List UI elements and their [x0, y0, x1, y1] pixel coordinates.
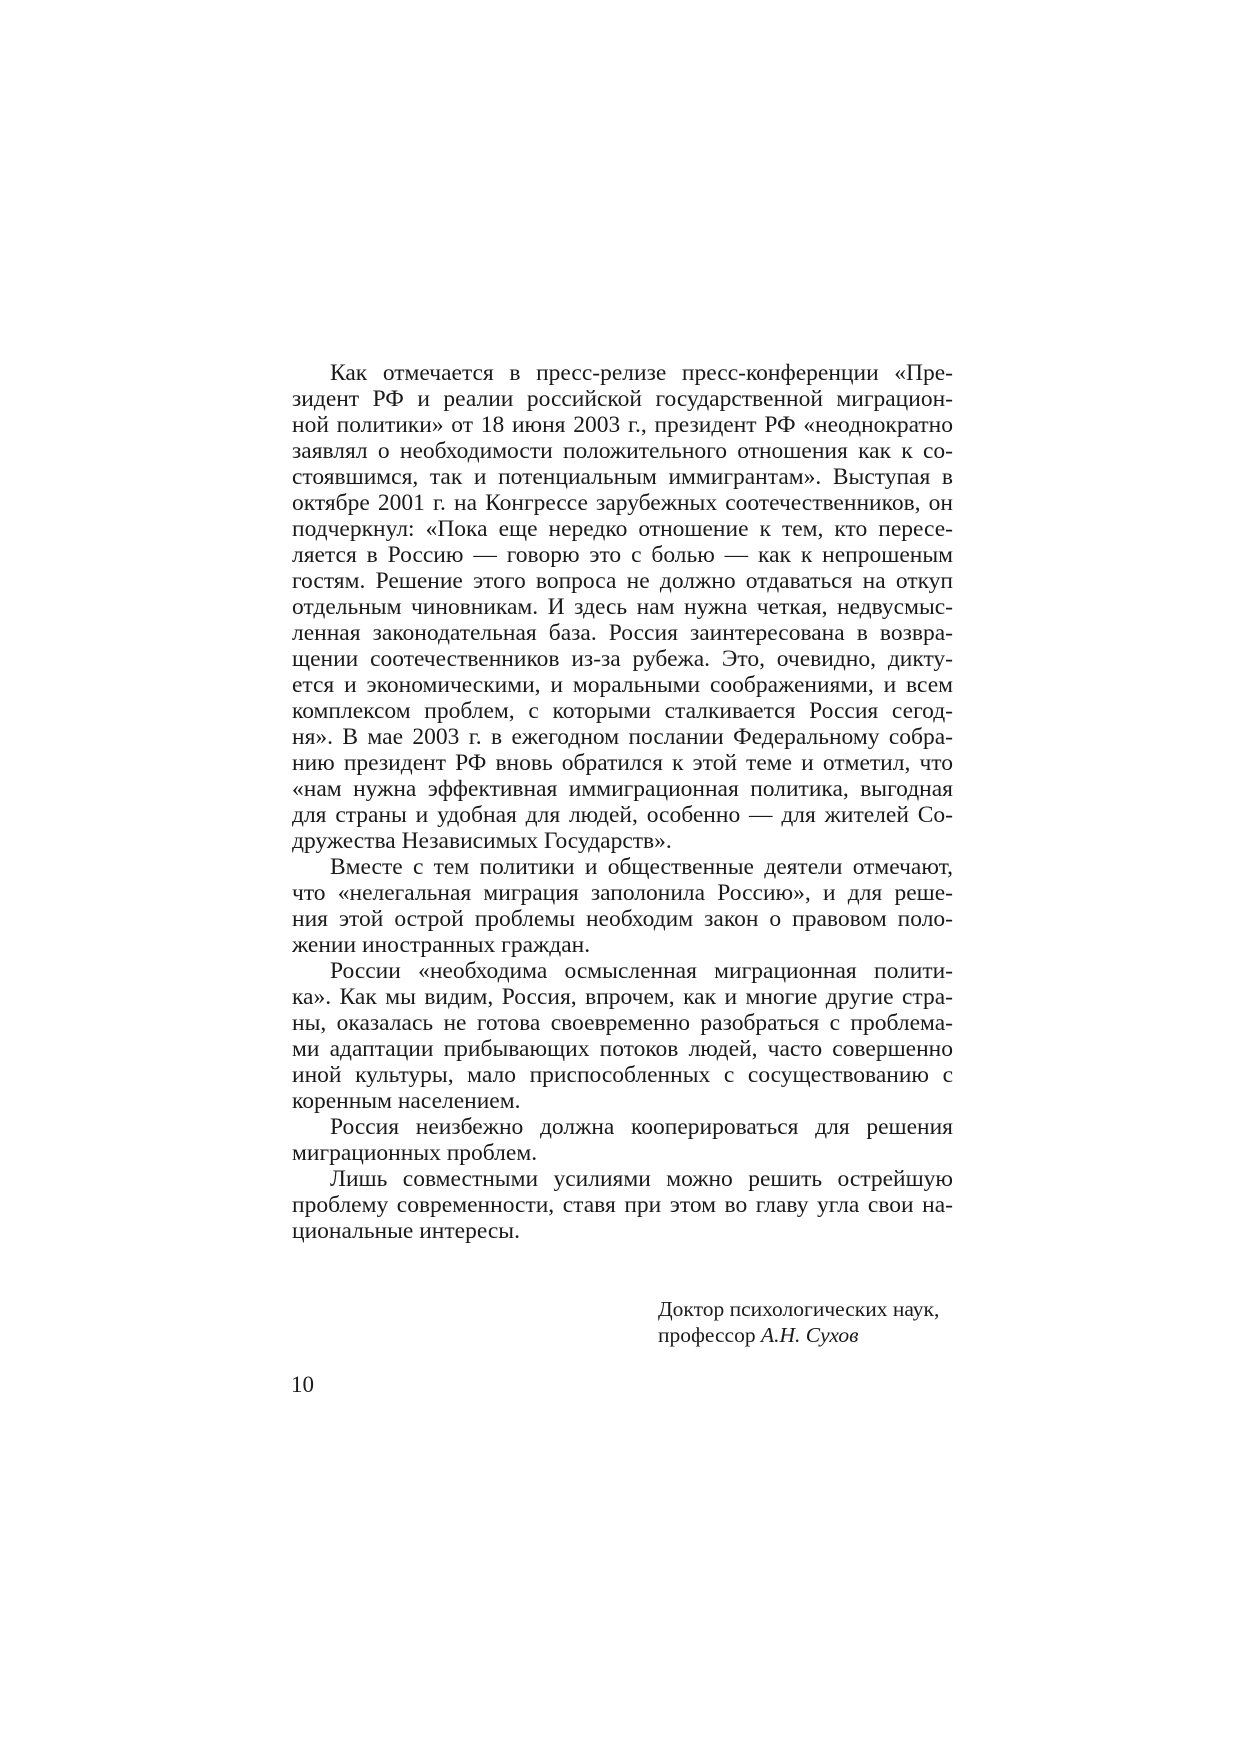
paragraph: [292, 1114, 953, 1166]
text-line: Россия неизбежно должна кооперироваться для решения: [330, 1114, 953, 1140]
paragraph: [292, 958, 953, 1114]
signature-name-line: [658, 1322, 939, 1348]
text-line: ленная законодательная база. Россия заинтересована в возвра-: [292, 620, 953, 646]
body-text: [292, 360, 953, 1244]
text-line: ка». Как мы видим, Россия, впрочем, как и многие другие стра-: [292, 984, 953, 1010]
text-line: Как отмечается в пресс-релизе пресс-конференции «Пре-: [330, 360, 953, 386]
paragraph: [292, 854, 953, 958]
signature-title: Доктор психологических наук,: [658, 1297, 940, 1321]
signature-prefix: профессор: [658, 1323, 761, 1347]
text-line: щении соотечественников из-за рубежа. Это, очевидно, дикту-: [292, 646, 953, 672]
text-line: что «нелегальная миграция заполонила Россию», и для реше-: [292, 880, 953, 906]
text-line: октябре 2001 г. на Конгрессе зарубежных соотечественников, он: [292, 490, 953, 516]
text-line: нию президент РФ вновь обратился к этой теме и отметил, что: [292, 750, 953, 776]
text-line: ния этой острой проблемы необходим закон о правовом поло-: [292, 906, 953, 932]
text-line: дружества Независимых Государств».: [292, 828, 672, 854]
text-line: миграционных проблем.: [292, 1140, 538, 1166]
text-line: зидент РФ и реалии российской государственной миграцион-: [292, 386, 953, 412]
signature-author: А.Н. Сухов: [760, 1323, 859, 1347]
text-line: ется и экономическими, и моральными соображениями, и всем: [292, 672, 953, 698]
text-line: ны, оказалась не готова своевременно разобраться с проблема-: [292, 1010, 953, 1036]
text-line: иной культуры, мало приспособленных с сосуществованию с: [292, 1062, 953, 1088]
text-line: стоявшимся, так и потенциальным иммигрантам». Выступая в: [292, 464, 953, 490]
text-line: Лишь совместными усилиями можно решить острейшую: [330, 1166, 953, 1192]
text-line: заявлял о необходимости положительного отношения как к со-: [292, 438, 953, 464]
text-line: ной политики» от 18 июня 2003 г., президент РФ «неоднократно: [292, 412, 953, 438]
text-line: ми адаптации прибывающих потоков людей, часто совершенно: [292, 1036, 953, 1062]
text-line: комплексом проблем, с которыми сталкивается Россия сегод-: [292, 698, 953, 724]
text-line: ня». В мае 2003 г. в ежегодном послании Федеральному собра-: [292, 724, 953, 750]
text-line: коренным населением.: [292, 1088, 521, 1114]
text-line: гостям. Решение этого вопроса не должно отдаваться на откуп: [292, 568, 953, 594]
paragraph: [292, 360, 953, 854]
text-line: отдельным чиновникам. И здесь нам нужна четкая, недвусмыс-: [292, 594, 953, 620]
text-line: «нам нужна эффективная иммиграционная политика, выгодная: [292, 776, 953, 802]
text-line: ляется в Россию — говорю это с болью — как к непрошеным: [292, 542, 953, 568]
text-line: России «необходима осмысленная миграционная полити-: [330, 958, 953, 984]
text-line: подчеркнул: «Пока еще нередко отношение к тем, кто пересе-: [292, 516, 953, 542]
text-line: жении иностранных граждан.: [292, 932, 591, 958]
text-line: для страны и удобная для людей, особенно — для жителей Со-: [292, 802, 953, 828]
text-line: проблему современности, ставя при этом во главу угла свои на-: [292, 1192, 953, 1218]
paragraph: [292, 1166, 953, 1244]
signature-block: [658, 1296, 939, 1348]
text-line: Вместе с тем политики и общественные деятели отмечают,: [330, 854, 953, 880]
text-line: циональные интересы.: [292, 1218, 520, 1244]
page-number: 10: [291, 1372, 314, 1397]
